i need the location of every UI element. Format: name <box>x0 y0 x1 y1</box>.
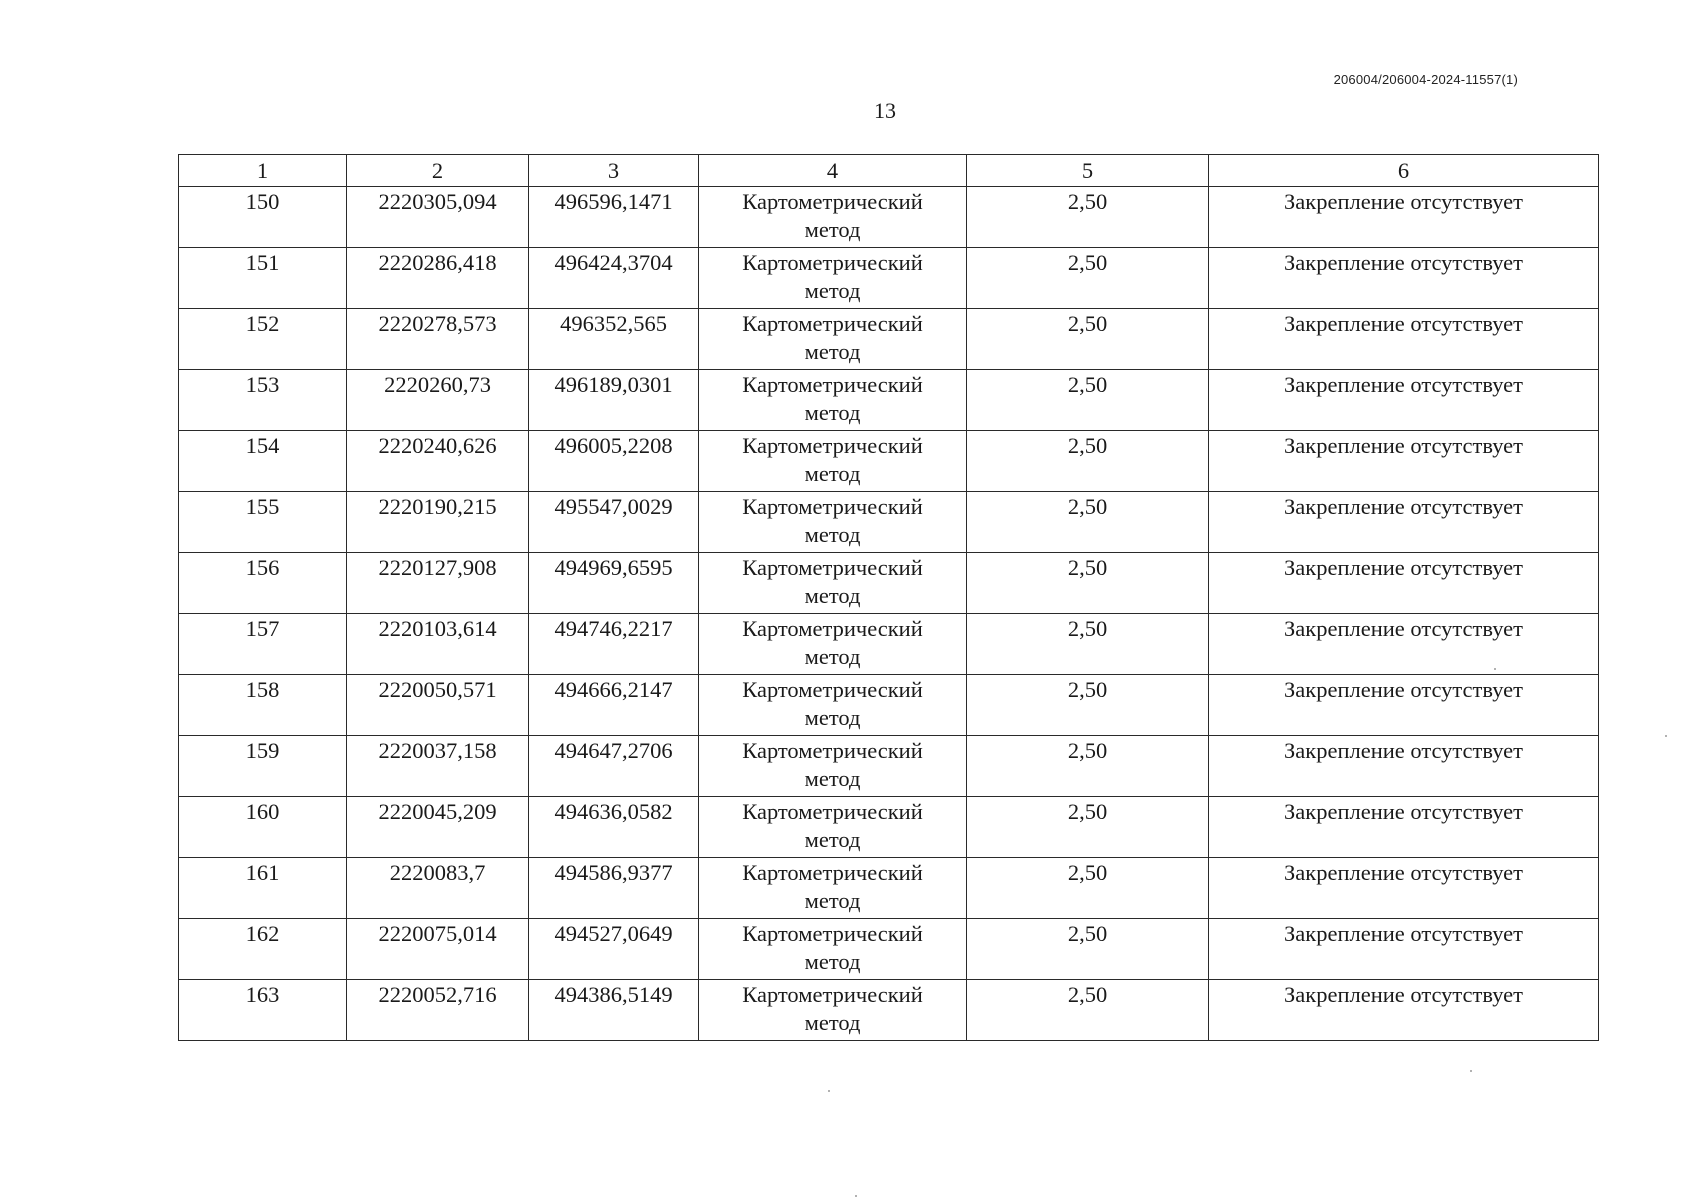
method-line-1: Картометрический <box>742 189 923 214</box>
cell-y-coordinate: 494969,6595 <box>529 553 699 614</box>
scan-speck <box>1470 1070 1472 1072</box>
cell-method <box>699 736 967 797</box>
cell-x-coordinate: 2220045,209 <box>347 797 529 858</box>
cell-method <box>699 431 967 492</box>
cell-point-number: 154 <box>179 431 347 492</box>
method-line-1: Картометрический <box>742 860 923 885</box>
method-line-2: метод <box>804 644 861 669</box>
method-line-2: метод <box>804 1010 861 1035</box>
cell-x-coordinate: 2220037,158 <box>347 736 529 797</box>
cell-y-coordinate: 496352,565 <box>529 309 699 370</box>
cell-fixing-description: Закрепление отсутствует <box>1209 370 1599 431</box>
cell-y-coordinate: 494746,2217 <box>529 614 699 675</box>
cell-method <box>699 675 967 736</box>
method-line-1: Картометрический <box>742 738 923 763</box>
cell-point-number: 162 <box>179 919 347 980</box>
cell-accuracy: 2,50 <box>967 431 1209 492</box>
cell-y-coordinate: 494527,0649 <box>529 919 699 980</box>
method-line-2: метод <box>804 949 861 974</box>
method-line-1: Картометрический <box>742 311 923 336</box>
cell-x-coordinate: 2220075,014 <box>347 919 529 980</box>
cell-method <box>699 187 967 248</box>
scan-speck <box>1494 668 1496 670</box>
method-line-2: метод <box>804 827 861 852</box>
cell-point-number: 161 <box>179 858 347 919</box>
page-number: 13 <box>874 98 896 123</box>
scan-speck <box>828 1090 830 1092</box>
cell-y-coordinate: 494386,5149 <box>529 980 699 1041</box>
scan-speck <box>855 1195 857 1197</box>
cell-accuracy: 2,50 <box>967 492 1209 553</box>
method-line-1: Картометрический <box>742 372 923 397</box>
cell-y-coordinate: 495547,0029 <box>529 492 699 553</box>
table-row <box>179 614 1599 675</box>
cell-accuracy: 2,50 <box>967 675 1209 736</box>
method-line-1: Картометрический <box>742 250 923 275</box>
header-col-4: 4 <box>699 155 967 187</box>
cell-accuracy: 2,50 <box>967 797 1209 858</box>
cell-point-number: 157 <box>179 614 347 675</box>
cell-accuracy: 2,50 <box>967 309 1209 370</box>
cell-y-coordinate: 496189,0301 <box>529 370 699 431</box>
cell-y-coordinate: 494586,9377 <box>529 858 699 919</box>
cell-fixing-description: Закрепление отсутствует <box>1209 431 1599 492</box>
cell-method <box>699 614 967 675</box>
header-col-5: 5 <box>967 155 1209 187</box>
cell-accuracy: 2,50 <box>967 553 1209 614</box>
cell-accuracy: 2,50 <box>967 248 1209 309</box>
cell-fixing-description: Закрепление отсутствует <box>1209 919 1599 980</box>
method-line-2: метод <box>804 217 861 242</box>
table-row <box>179 797 1599 858</box>
cell-accuracy: 2,50 <box>967 187 1209 248</box>
cell-y-coordinate: 494636,0582 <box>529 797 699 858</box>
table-row <box>179 980 1599 1041</box>
cell-x-coordinate: 2220305,094 <box>347 187 529 248</box>
cell-method <box>699 553 967 614</box>
cell-point-number: 160 <box>179 797 347 858</box>
cell-accuracy: 2,50 <box>967 980 1209 1041</box>
cell-fixing-description: Закрепление отсутствует <box>1209 736 1599 797</box>
cell-fixing-description: Закрепление отсутствует <box>1209 553 1599 614</box>
cell-point-number: 151 <box>179 248 347 309</box>
table-row <box>179 431 1599 492</box>
table-row <box>179 675 1599 736</box>
cell-method <box>699 858 967 919</box>
method-line-2: метод <box>804 766 861 791</box>
cell-point-number: 153 <box>179 370 347 431</box>
cell-fixing-description: Закрепление отсутствует <box>1209 248 1599 309</box>
method-line-1: Картометрический <box>742 799 923 824</box>
table-row <box>179 187 1599 248</box>
cell-x-coordinate: 2220103,614 <box>347 614 529 675</box>
cell-point-number: 158 <box>179 675 347 736</box>
table-header <box>179 155 1599 187</box>
coordinates-table <box>178 154 1599 1041</box>
header-col-2: 2 <box>347 155 529 187</box>
cell-point-number: 156 <box>179 553 347 614</box>
method-line-1: Картометрический <box>742 494 923 519</box>
cell-x-coordinate: 2220260,73 <box>347 370 529 431</box>
table-row <box>179 309 1599 370</box>
cell-x-coordinate: 2220083,7 <box>347 858 529 919</box>
cell-fixing-description: Закрепление отсутствует <box>1209 675 1599 736</box>
cell-x-coordinate: 2220052,716 <box>347 980 529 1041</box>
table-body <box>179 187 1599 1041</box>
cell-method <box>699 492 967 553</box>
cell-y-coordinate: 494666,2147 <box>529 675 699 736</box>
table-row <box>179 370 1599 431</box>
cell-accuracy: 2,50 <box>967 858 1209 919</box>
cell-x-coordinate: 2220240,626 <box>347 431 529 492</box>
cell-x-coordinate: 2220050,571 <box>347 675 529 736</box>
cell-y-coordinate: 496005,2208 <box>529 431 699 492</box>
cell-method <box>699 370 967 431</box>
cell-method <box>699 919 967 980</box>
cell-method <box>699 248 967 309</box>
method-line-2: метод <box>804 583 861 608</box>
method-line-2: метод <box>804 522 861 547</box>
cell-x-coordinate: 2220190,215 <box>347 492 529 553</box>
method-line-2: метод <box>804 461 861 486</box>
method-line-2: метод <box>804 400 861 425</box>
method-line-1: Картометрический <box>742 433 923 458</box>
cell-fixing-description: Закрепление отсутствует <box>1209 309 1599 370</box>
cell-x-coordinate: 2220278,573 <box>347 309 529 370</box>
cell-accuracy: 2,50 <box>967 736 1209 797</box>
cell-fixing-description: Закрепление отсутствует <box>1209 858 1599 919</box>
cell-method <box>699 797 967 858</box>
document-id: 206004/206004-2024-11557(1) <box>1333 72 1518 87</box>
cell-fixing-description: Закрепление отсутствует <box>1209 492 1599 553</box>
cell-x-coordinate: 2220286,418 <box>347 248 529 309</box>
method-line-2: метод <box>804 278 861 303</box>
method-line-1: Картометрический <box>742 677 923 702</box>
cell-x-coordinate: 2220127,908 <box>347 553 529 614</box>
method-line-1: Картометрический <box>742 921 923 946</box>
cell-point-number: 159 <box>179 736 347 797</box>
cell-fixing-description: Закрепление отсутствует <box>1209 797 1599 858</box>
cell-y-coordinate: 496596,1471 <box>529 187 699 248</box>
header-col-6: 6 <box>1209 155 1599 187</box>
scan-speck <box>1665 735 1667 737</box>
method-line-2: метод <box>804 339 861 364</box>
header-col-1: 1 <box>179 155 347 187</box>
cell-point-number: 155 <box>179 492 347 553</box>
header-col-3: 3 <box>529 155 699 187</box>
cell-point-number: 163 <box>179 980 347 1041</box>
cell-accuracy: 2,50 <box>967 614 1209 675</box>
table-row <box>179 858 1599 919</box>
cell-method <box>699 309 967 370</box>
cell-point-number: 152 <box>179 309 347 370</box>
method-line-1: Картометрический <box>742 555 923 580</box>
method-line-1: Картометрический <box>742 982 923 1007</box>
table-row <box>179 248 1599 309</box>
method-line-2: метод <box>804 705 861 730</box>
cell-accuracy: 2,50 <box>967 370 1209 431</box>
table-row <box>179 492 1599 553</box>
cell-y-coordinate: 496424,3704 <box>529 248 699 309</box>
header-row <box>179 155 1599 187</box>
table-row <box>179 919 1599 980</box>
cell-fixing-description: Закрепление отсутствует <box>1209 980 1599 1041</box>
method-line-1: Картометрический <box>742 616 923 641</box>
cell-y-coordinate: 494647,2706 <box>529 736 699 797</box>
cell-method <box>699 980 967 1041</box>
cell-fixing-description: Закрепление отсутствует <box>1209 614 1599 675</box>
table-row <box>179 736 1599 797</box>
method-line-2: метод <box>804 888 861 913</box>
cell-point-number: 150 <box>179 187 347 248</box>
cell-fixing-description: Закрепление отсутствует <box>1209 187 1599 248</box>
table-row <box>179 553 1599 614</box>
cell-accuracy: 2,50 <box>967 919 1209 980</box>
